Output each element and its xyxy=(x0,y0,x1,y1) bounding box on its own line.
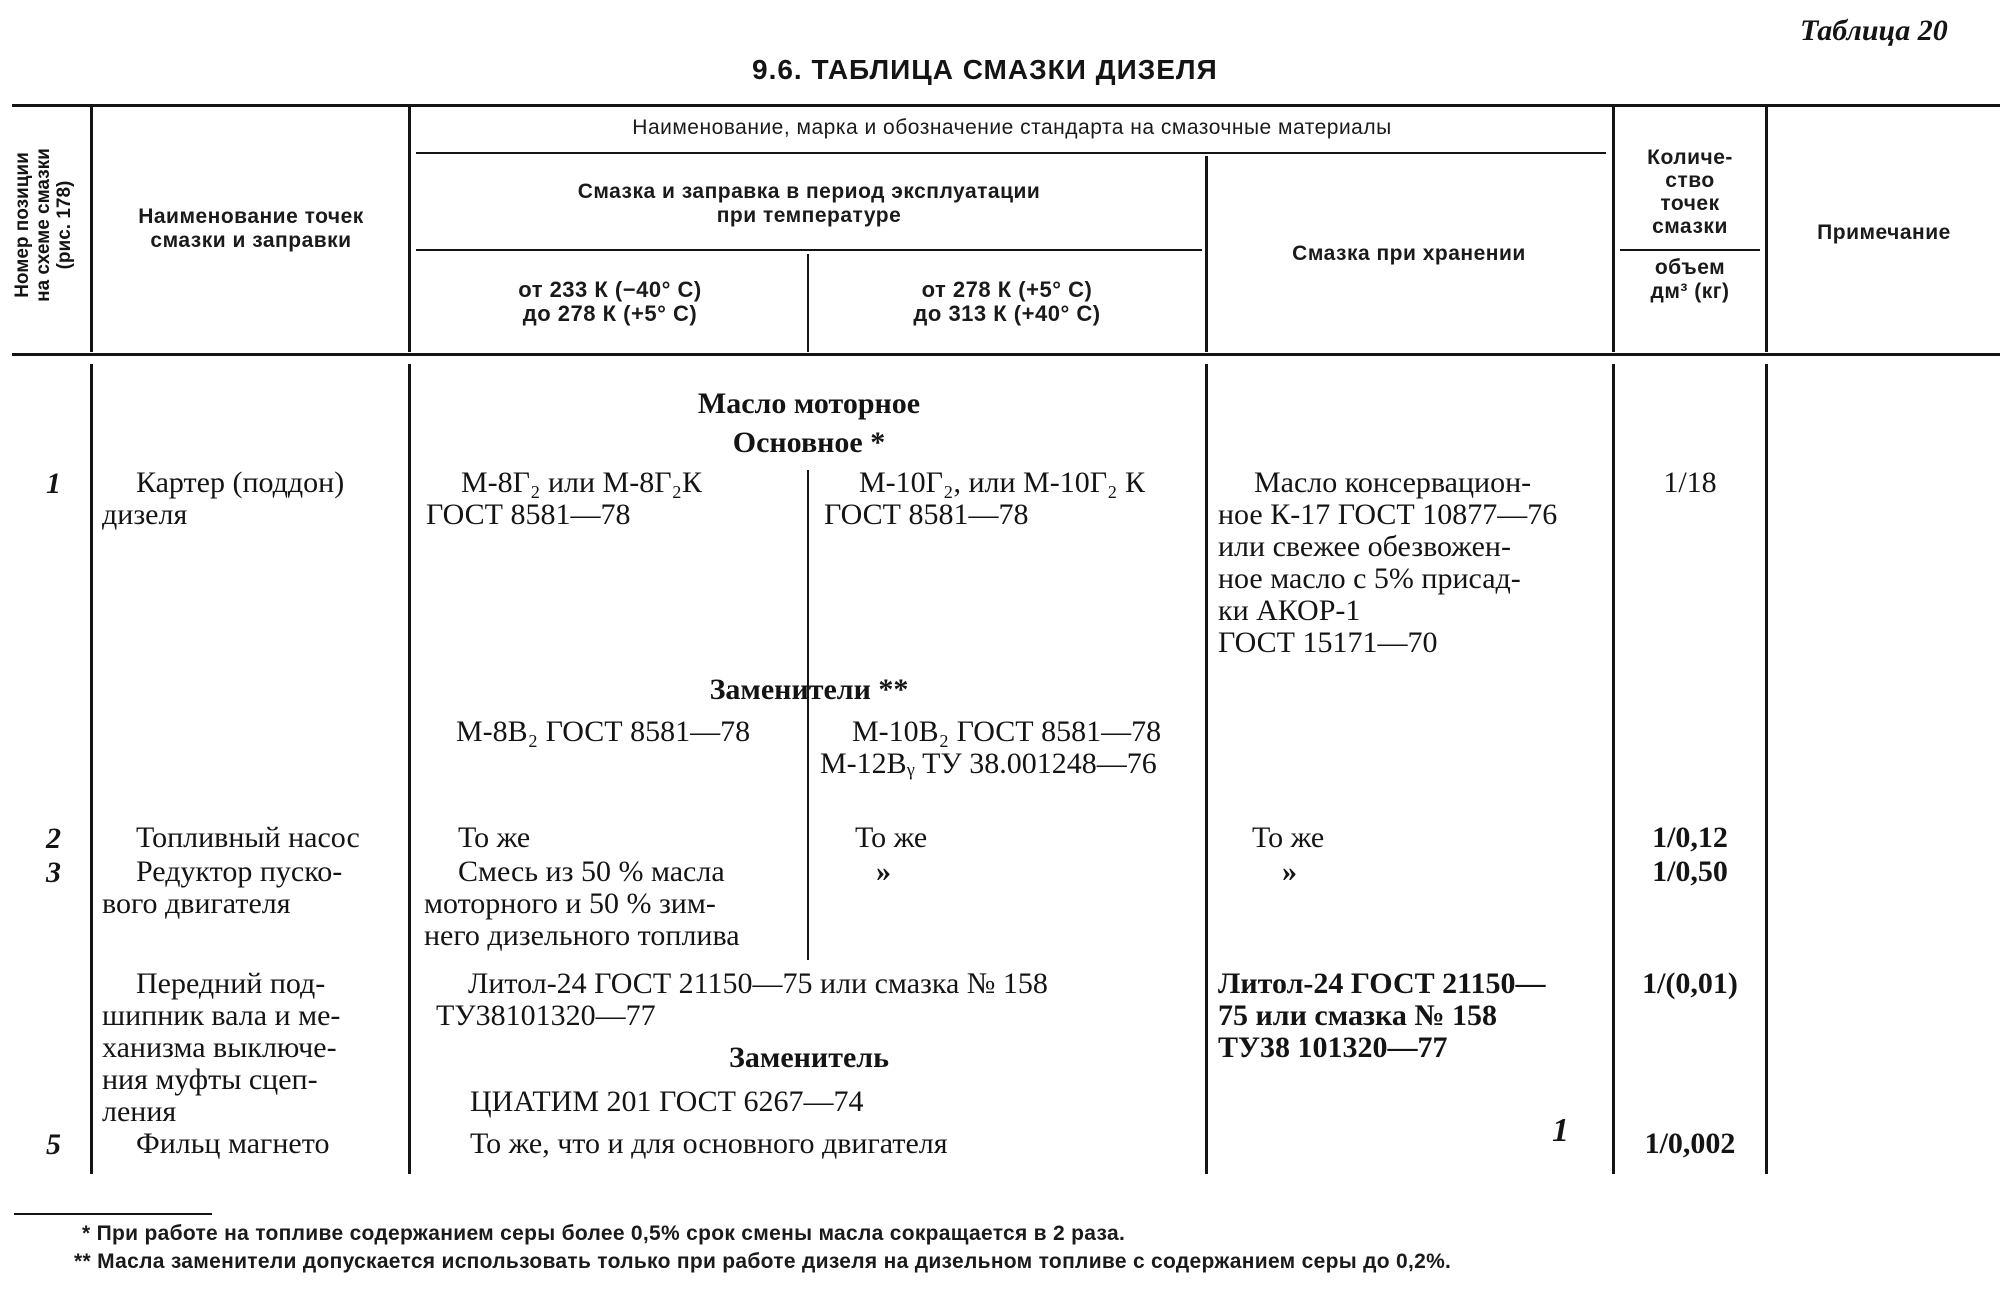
footnote-2: ** Масла заменители допускается использовать только при работе дизеля на дизельном топливе с содержанием серы до 0,2%. xyxy=(74,1250,1452,1273)
col-divider-num-body xyxy=(90,364,93,1174)
row-1-temp-low: М-8Г₂ или М-8Г₂К ГОСТ 8581—78 xyxy=(426,466,703,531)
header-position-number: Номер позиции на схеме смазки (рис. 178) xyxy=(12,148,75,302)
table-top-border xyxy=(12,104,2000,107)
row-1-temp-high: М-10Г₂, или М-10Г₂ К ГОСТ 8581—78 xyxy=(824,466,1146,531)
row-1-point-name: Картер (поддон) дизеля xyxy=(102,466,345,531)
row-2-temp-high: То же xyxy=(855,821,928,854)
row-3-temp-high: » xyxy=(876,855,891,888)
section-substitutes: Заменители ** xyxy=(709,673,909,706)
row-4-sub: ЦИАТИМ 201 ГОСТ 6267—74 xyxy=(470,1085,864,1118)
row-4-point-name: Передний под- шипник вала и ме- ханизма выключе- ния муфты сцеп- ления xyxy=(102,967,341,1128)
row-4-volume: 1/(0,01) xyxy=(1642,967,1738,1000)
header-volume: объем дм³ (кг) xyxy=(1650,256,1730,303)
header-operation: Смазка и заправка в период эксплуатации при температуре xyxy=(577,180,1041,227)
header-points-count: Количе- ство точек смазки xyxy=(1647,146,1733,238)
row-3-volume: 1/0,50 xyxy=(1652,855,1728,888)
row-1-sub-low: М-8В₂ ГОСТ 8581—78 xyxy=(456,715,751,748)
row-2-point-name: Топливный насос xyxy=(136,821,360,854)
row-1-storage: Масло консервацион- ное К-17 ГОСТ 10877—76 или свежее обезвожен- ное масло с 5% присад- ки АКОР-1 ГОСТ 15171—70 xyxy=(1218,466,1558,659)
row-2-storage: То же xyxy=(1252,821,1325,854)
row-2-number: 2 xyxy=(46,822,61,855)
header-materials: Наименование, марка и обозначение стандарта на смазочные материалы xyxy=(632,116,1392,139)
header-line-count xyxy=(1620,249,1760,251)
section-motor-oil: Масло моторное xyxy=(697,387,921,420)
header-temp-high: от 278 К (+5° С) до 313 К (+40° С) xyxy=(913,277,1101,326)
row-5-volume: 1/0,002 xyxy=(1644,1127,1736,1160)
header-bottom-border xyxy=(12,353,2000,356)
table-label: Таблица 20 xyxy=(1800,14,1948,47)
row-5-point-name: Фильц магнето xyxy=(136,1127,330,1160)
row-2-volume: 1/0,12 xyxy=(1652,821,1728,854)
row-3-number: 3 xyxy=(46,856,61,889)
row-1-volume: 1/18 xyxy=(1663,466,1717,499)
row-2-temp-low: То же xyxy=(458,821,531,854)
row-3-storage: » xyxy=(1282,855,1297,888)
col-divider-temp xyxy=(807,254,809,352)
row-3-point-name: Редуктор пуско- вого двигателя xyxy=(102,855,343,920)
section-main: Основное * xyxy=(732,426,886,459)
header-line-materials xyxy=(416,152,1606,154)
col-divider-storage-body xyxy=(1205,364,1208,1174)
row-5-main: То же, что и для основного двигателя xyxy=(470,1127,948,1160)
row-5-storage-mark: 1 xyxy=(1552,1112,1569,1149)
col-divider-note-body xyxy=(1765,364,1768,1174)
row-4-storage: Литол-24 ГОСТ 21150— 75 или смазка № 158 ТУ38 101320—77 xyxy=(1218,967,1546,1064)
col-divider-num xyxy=(90,106,93,352)
row-4-main: Литол-24 ГОСТ 21150—75 или смазка № 158 ТУ38101320—77 xyxy=(436,967,1048,1032)
row-3-temp-low: Смесь из 50 % масла моторного и 50 % зим- него дизельного топлива xyxy=(424,855,740,952)
row-1-number: 1 xyxy=(46,467,61,500)
header-note: Примечание xyxy=(1817,221,1951,244)
col-divider-temp-body xyxy=(807,470,809,960)
row-1-sub-high: М-10В₂ ГОСТ 8581—78 М-12Вᵧ ТУ 38.001248—76 xyxy=(820,715,1162,780)
page-title: 9.6. ТАБЛИЦА СМАЗКИ ДИЗЕЛЯ xyxy=(752,54,1218,85)
header-point-name: Наименование точек смазки и заправки xyxy=(138,205,364,252)
footnote-rule xyxy=(14,1213,212,1215)
col-divider-name-body xyxy=(408,364,411,1174)
section-substitute: Заменитель xyxy=(729,1041,889,1074)
header-line-operation xyxy=(416,249,1202,251)
row-5-number: 5 xyxy=(46,1128,61,1161)
col-divider-name xyxy=(408,106,411,352)
header-temp-low: от 233 К (−40° С) до 278 К (+5° С) xyxy=(518,277,702,326)
header-storage: Смазка при хранении xyxy=(1292,242,1526,265)
footnote-1: * При работе на топливе содержанием серы более 0,5% срок смены масла сокращается в 2 раза. xyxy=(82,1222,1126,1245)
